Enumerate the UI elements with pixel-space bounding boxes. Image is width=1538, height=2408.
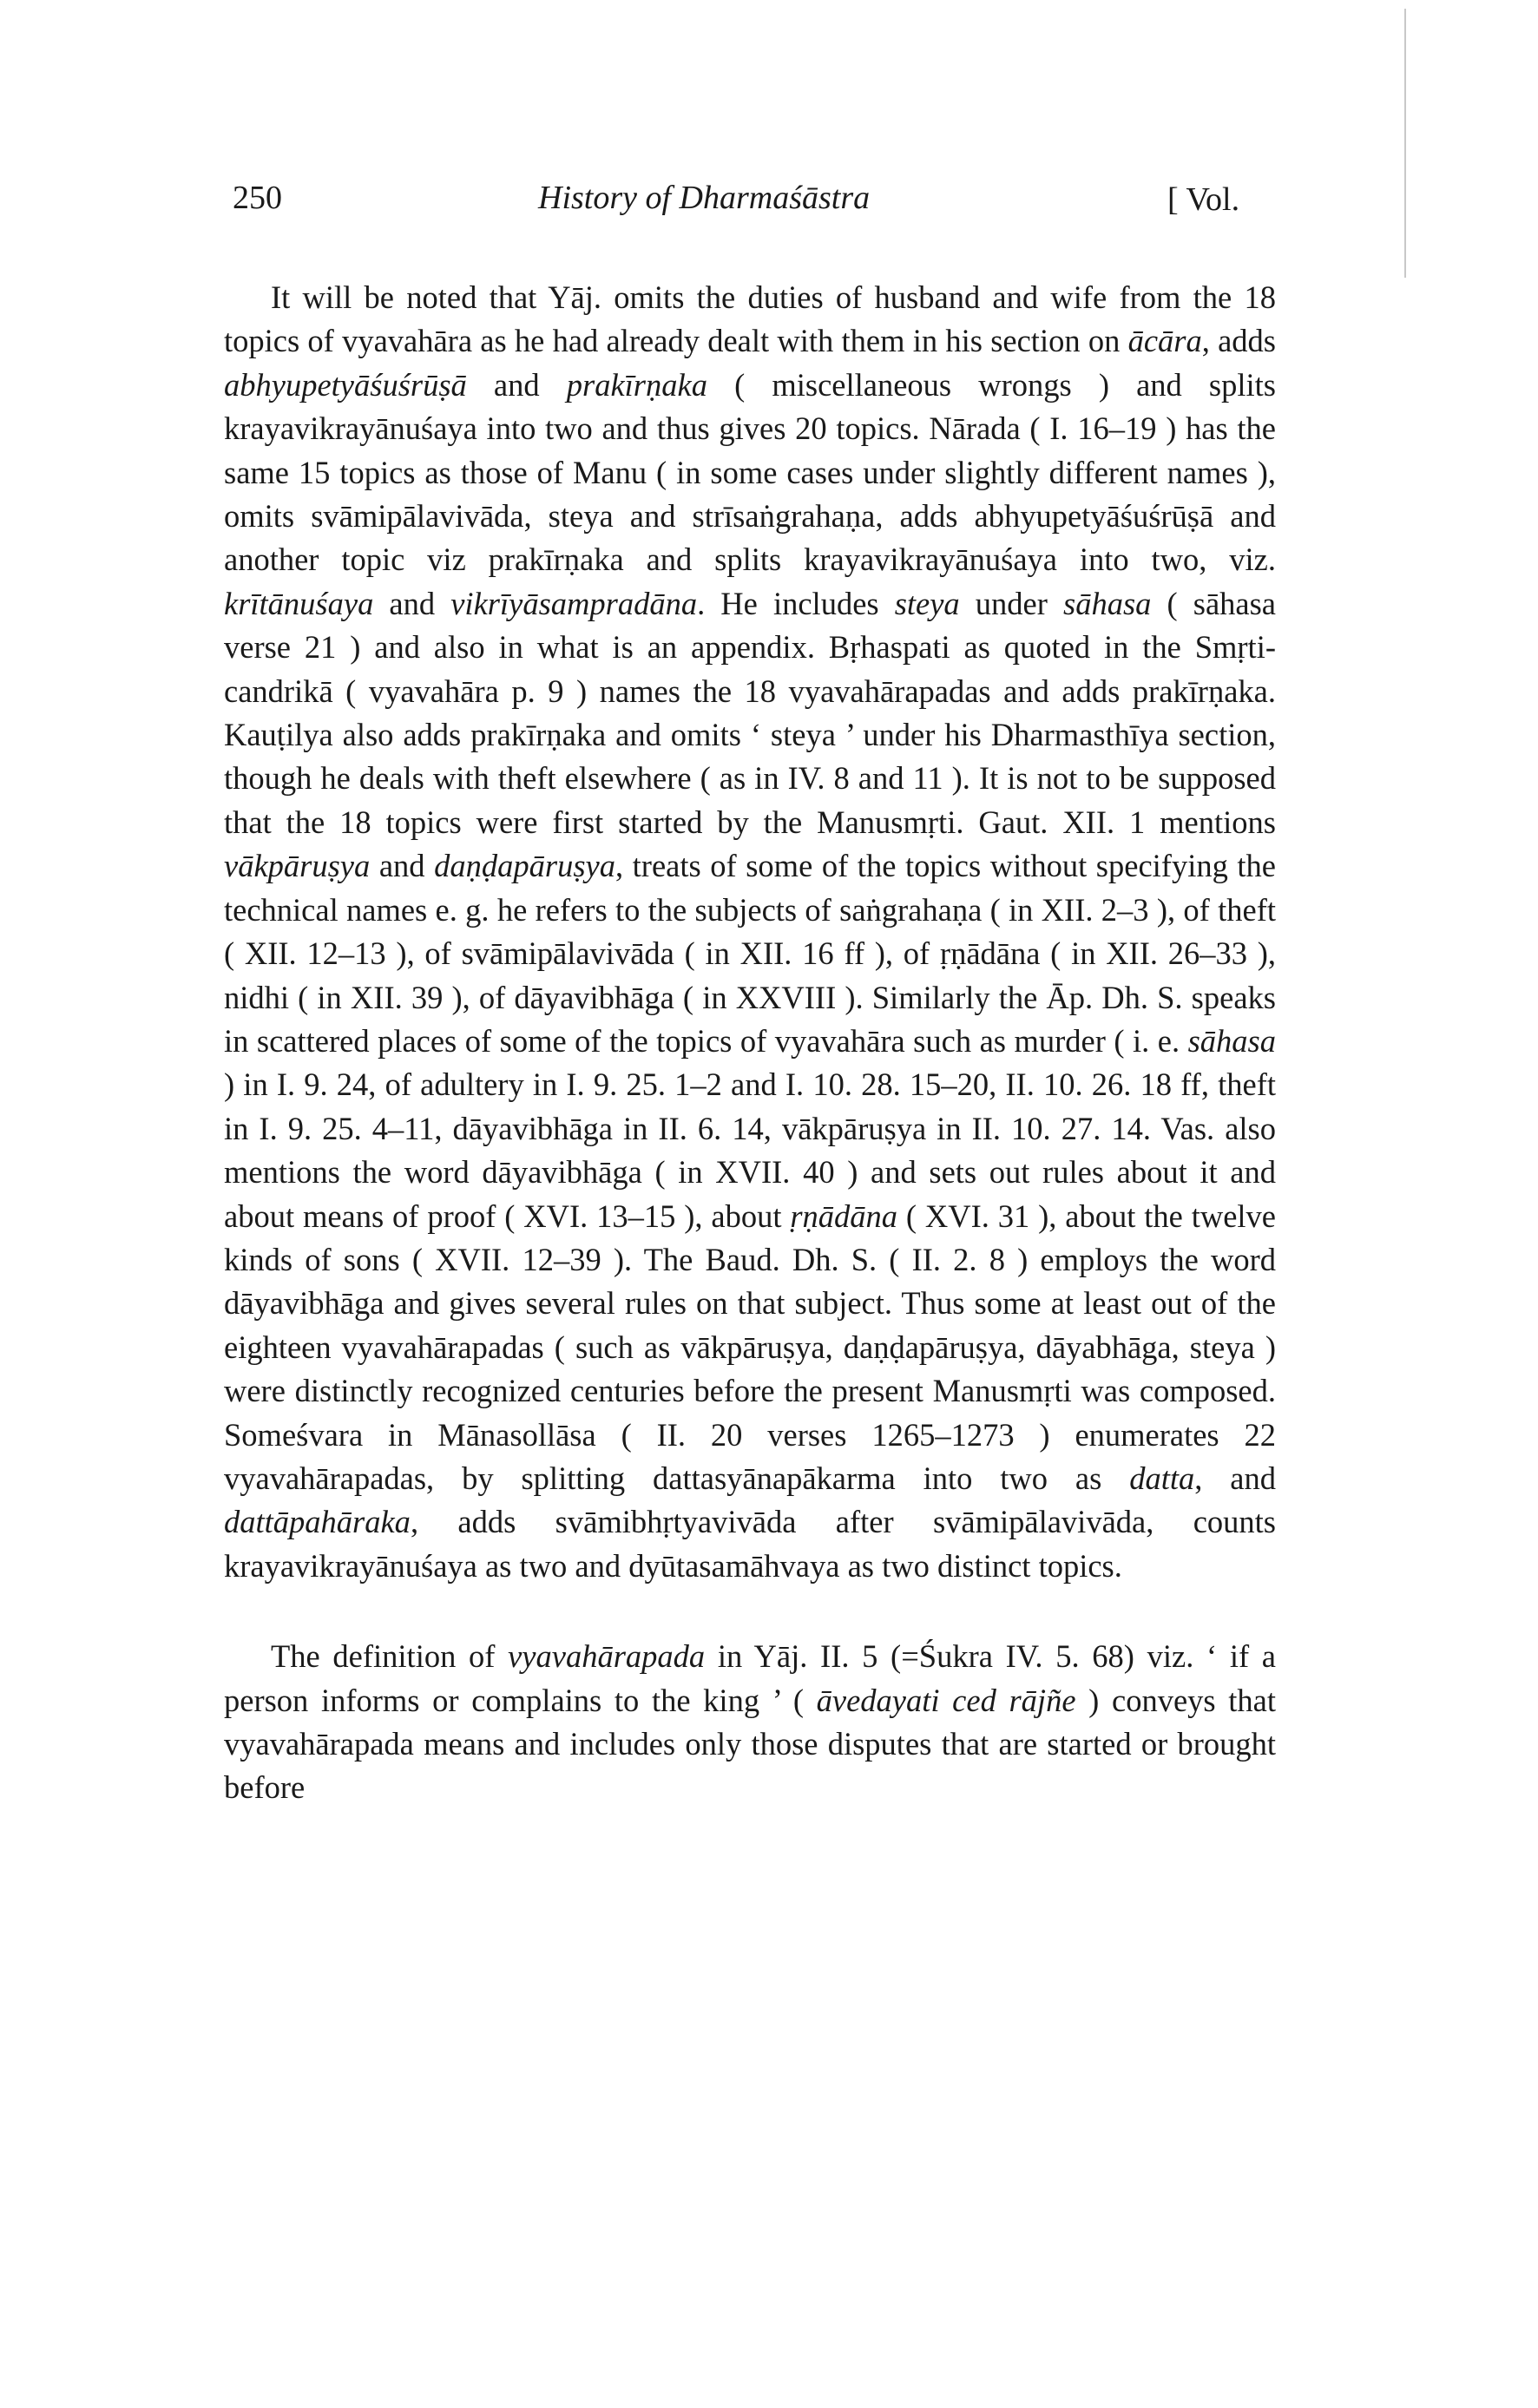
italic-term: steya — [894, 585, 960, 621]
text-run: ( XVI. 31 ), about the twelve kinds of sons ( XVII. 12–39 ). The Baud. Dh. S. ( II. 2. 8 ) employs the word dāyavibhāga and gives several rules on that subject. Thus some at least out of the eighteen vyavahārapadas ( such as vākpāruṣya, daṇḍapāruṣya, dāyabhāga, steya ) were distinctly recognized centuries before the present Manusmṛti was composed. Someśvara in Mānasollāsa ( II. 20 verses 1265–1273 ) enumerates 22 vyavahārapadas, by splitting dattasyānapākarma into two as — [224, 1197, 1276, 1496]
italic-term: vyavahārapada — [508, 1638, 706, 1675]
text-run: ( sāhasa verse 21 ) and also in what is an appendix. Bṛhaspati as quoted in the Smṛti-candrikā ( vyavahāra p. 9 ) names the 18 vyavahārapadas and adds prakīrṇaka. Kauṭilya also adds prakīrṇaka and omits ‘ steya ’ under his Dharmasthīya section, though he deals with theft elsewhere ( as in IV. 8 and 11 ). It is not to be supposed that the 18 topics were first started by the Manusmṛti. Gaut. XII. 1 mentions — [224, 585, 1277, 840]
text-run: , adds svāmibhṛtyavivāda after svāmipālavivāda, counts krayavikrayānuśaya as two and dyūtasamāhvaya as two distinct topics. — [224, 1504, 1276, 1584]
text-run: It will be noted that Yāj. omits the duties of husband and wife from the 18 topics of vyavahāra as he had already dealt with them in his section on — [224, 279, 1276, 359]
text-run: and — [466, 366, 567, 403]
page-number: 250 — [233, 180, 282, 216]
body-text — [224, 276, 1276, 1810]
text-run: , and — [1194, 1460, 1277, 1496]
volume-marker: [ Vol. — [1167, 181, 1240, 218]
text-run: and — [370, 848, 435, 884]
italic-term: daṇḍapāruṣya — [434, 848, 615, 884]
text-run: The definition of — [271, 1638, 509, 1675]
text-run: ) in I. 9. 24, of adultery in I. 9. 25. 1–2 and I. 10. 28. 15–20, II. 10. 26. 18 ff, theft in I. 9. 25. 4–11, dāyavibhāga in II. 6. 14, vākpāruṣya in II. 10. 27. 14. Vas. also mentions the word dāyavibhāga ( in XVII. 40 ) and sets out rules about it and about means of proof ( XVI. 13–15 ), about — [224, 1066, 1276, 1234]
text-run: , treats of some of the topics without specifying the technical names e. g. he refers to the subjects of saṅgrahaṇa ( in XII. 2–3 ), of theft ( XII. 12–13 ), of svāmipālavivāda ( in XII. 16 ff ), of ṛṇādāna ( in XII. 26–33 ), nidhi ( in XII. 39 ), of dāyavibhāga ( in XXVIII ). Similarly the Āp. Dh. S. speaks in scattered places of some of the topics of vyavahāra such as murder ( i. e. — [224, 848, 1277, 1059]
italic-term: abhyupetyāśuśrūṣā — [224, 366, 467, 403]
italic-term: sāhasa — [1187, 1022, 1276, 1059]
text-run: , adds — [1201, 323, 1276, 359]
running-title: History of Dharmaśāstra — [538, 180, 871, 216]
italic-term: ācāra — [1127, 323, 1202, 359]
text-run: in Yāj. II. 5 (=Śukra IV. 5. 68) viz. ‘ if a person informs or complains to the king ’ ( — [224, 1638, 1276, 1718]
italic-term: dattāpahāraka — [224, 1504, 411, 1540]
italic-term: datta — [1129, 1460, 1195, 1496]
text-run: . He includes — [697, 585, 895, 621]
text-run: ( miscellaneous wrongs ) and splits krayavikrayānuśaya into two and thus gives 20 topics. Nārada ( I. 16–19 ) has the same 15 topics as those of Manu ( in some cases under slightly different names ), omits svāmipālavivāda, steya and strīsaṅgrahaṇa, adds abhyupetyāśuśrūṣā and another topic viz prakīrṇaka and splits krayavikrayānuśaya into two, viz. — [224, 366, 1276, 578]
italic-term: krītānuśaya — [224, 585, 374, 621]
text-run: ) conveys that vyavahārapada means and includes only those disputes that are started or brought before — [224, 1682, 1276, 1806]
italic-term: ṛṇādāna — [790, 1197, 898, 1234]
text-run: under — [959, 585, 1063, 621]
paragraph-1 — [224, 1635, 1276, 1810]
scan-margin-line — [1404, 9, 1406, 278]
italic-term: vikrīyāsampradāna — [450, 585, 698, 621]
italic-term: āvedayati ced rājñe — [816, 1682, 1076, 1718]
page-header — [0, 174, 1538, 226]
text-run: and — [373, 585, 451, 621]
paragraph-0 — [224, 276, 1276, 1588]
italic-term: sāhasa — [1062, 585, 1152, 621]
italic-term: prakīrṇaka — [566, 366, 707, 403]
italic-term: vākpāruṣya — [224, 848, 371, 884]
